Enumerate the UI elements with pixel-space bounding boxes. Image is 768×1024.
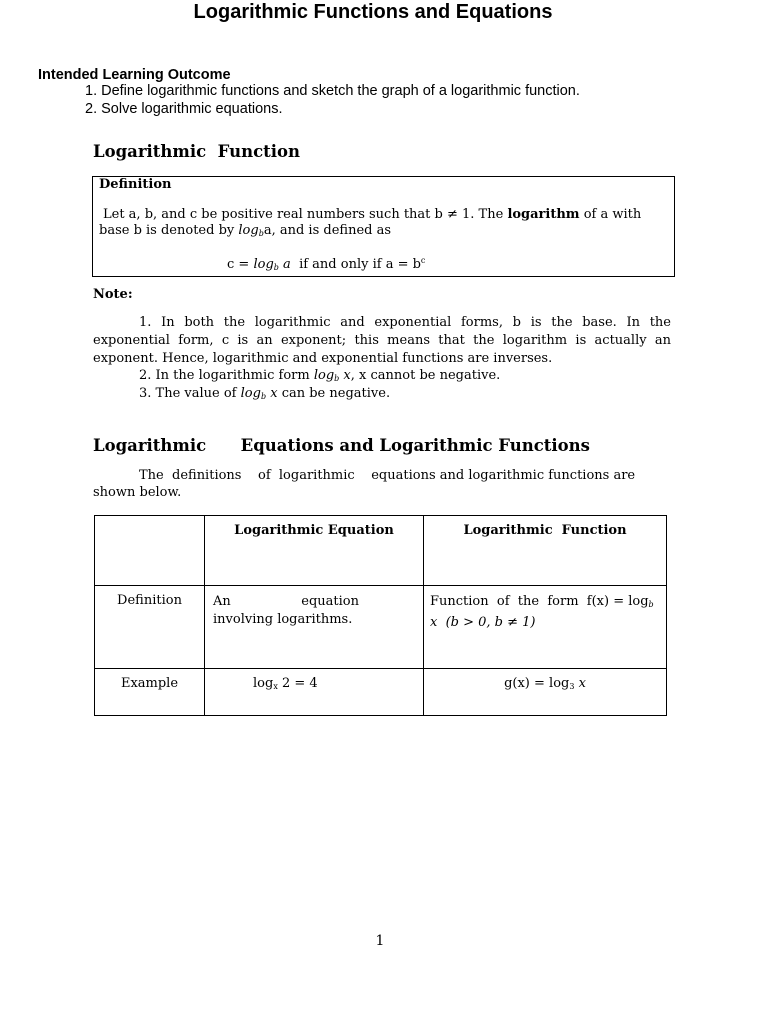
section2-intro-line-2: shown below.: [93, 485, 182, 500]
note-item-2: 2. In the logarithmic form $\log_b x$, x cannot be negative.: [139, 368, 501, 383]
column-header-function: Logarithmic Function: [424, 516, 667, 586]
table-row-example: [95, 669, 667, 716]
note-label: Note:: [93, 287, 133, 302]
table-corner-cell: [95, 516, 205, 586]
note-item-1: 1. In both the logarithmic and exponential forms, b is the base. In the exponential form, c is an exponent; this means that the logarithm is actually an exponent. Hence, logarithmic and exponential functions are inverses.: [93, 315, 671, 366]
section2-intro-line-1: The definitions of logarithmic equations and logarithmic functions are: [139, 468, 636, 483]
cell-example-equation: $\log_x 2 = 4$: [205, 669, 424, 716]
cell-definition-function: Function of the form $f(x) = \log_b$ x (b > 0, b ≠ 1): [424, 586, 667, 669]
note-item-3: 3. The value of $\log_b x$ can be negative.: [139, 386, 391, 401]
definition-line-2: base b is denoted by $\log_ba$, and is defined as: [99, 223, 392, 238]
column-header-equation: Logarithmic Equation: [205, 516, 424, 586]
section-heading-equations-and-functions: Logarithmic Equations and Logarithmic Functions: [93, 436, 590, 455]
cell-definition-equation: An equation involving logarithms.: [205, 586, 424, 669]
table-row-definition: [95, 586, 667, 669]
ilo-heading: Intended Learning Outcome: [38, 67, 231, 83]
comparison-table: [94, 515, 667, 716]
definition-box: [92, 176, 675, 277]
row-header-definition: Definition: [95, 586, 205, 669]
section-heading-logarithmic-function: Logarithmic Function: [93, 142, 301, 161]
ilo-item: 2. Solve logarithmic equations.: [85, 101, 283, 117]
table-header-row: [95, 516, 667, 586]
definition-line-1: Let a, b, and c be positive real numbers such that b ≠ 1. The logarithm of a with: [103, 207, 642, 222]
definition-formula: $c = \log_b a$ if and only if $a = b^c$: [227, 256, 426, 272]
ilo-item: 1. Define logarithmic functions and sketch the graph of a logarithmic function.: [85, 83, 580, 99]
definition-label: Definition: [99, 177, 172, 192]
cell-example-function: $g(x) = \log_3 x$: [424, 669, 667, 716]
page-number: 1: [375, 933, 385, 949]
page-title: Logarithmic Functions and Equations: [193, 1, 553, 23]
row-header-example: Example: [95, 669, 205, 716]
